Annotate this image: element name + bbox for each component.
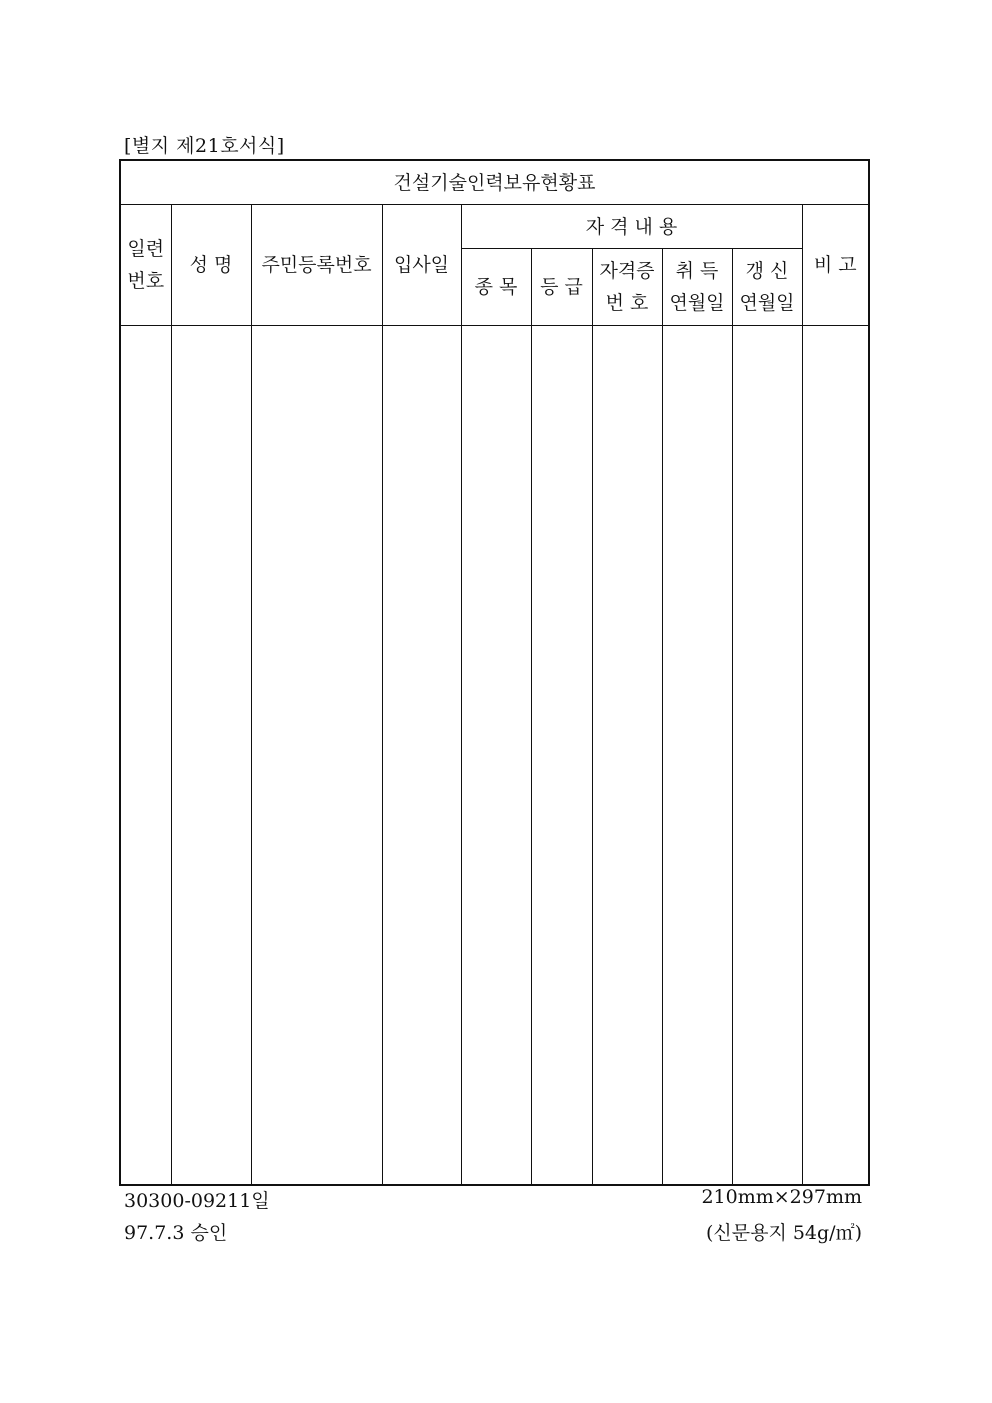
header-cert-line1: 자격증 (599, 260, 655, 282)
header-cert-line2: 번 호 (605, 292, 649, 314)
header-resident-number: 주민등록번호 (251, 205, 382, 326)
header-serial-number (120, 205, 171, 326)
paper-type: (신문용지 54g/㎡) (705, 1222, 862, 1244)
approval-date: 97.7.3 승인 (124, 1222, 228, 1244)
header-category: 종 목 (461, 249, 531, 326)
header-serial-line2: 번호 (127, 270, 165, 292)
body-category-cell[interactable] (461, 326, 531, 1186)
body-name-cell[interactable] (171, 326, 251, 1186)
personnel-status-table (119, 159, 870, 1186)
header-certificate-number (592, 249, 662, 326)
form-code: 30300-09211일 (124, 1190, 270, 1212)
body-cert-number-cell[interactable] (592, 326, 662, 1186)
paper-size: 210mm×297mm (701, 1186, 862, 1208)
body-resident-number-cell[interactable] (251, 326, 382, 1186)
header-renewed-line1: 갱 신 (745, 260, 789, 282)
header-grade: 등 급 (531, 249, 592, 326)
body-join-date-cell[interactable] (382, 326, 461, 1186)
header-renewed-line2: 연월일 (739, 292, 795, 314)
header-qualification: 자 격 내 용 (461, 205, 802, 249)
header-acquired-line1: 취 득 (675, 260, 719, 282)
header-serial-line1: 일련 (127, 238, 165, 260)
header-name: 성 명 (171, 205, 251, 326)
header-acquired-line2: 연월일 (669, 292, 725, 314)
header-remarks: 비 고 (802, 205, 869, 326)
body-remarks-cell[interactable] (802, 326, 869, 1186)
header-acquired-date (662, 249, 732, 326)
header-join-date: 입사일 (382, 205, 461, 326)
body-acquired-date-cell[interactable] (662, 326, 732, 1186)
header-renewed-date (732, 249, 802, 326)
body-serial-cell[interactable] (120, 326, 171, 1186)
table-title: 건설기술인력보유현황표 (120, 160, 869, 205)
body-renewed-date-cell[interactable] (732, 326, 802, 1186)
body-grade-cell[interactable] (531, 326, 592, 1186)
form-number-label: [별지 제21호서식] (124, 135, 285, 157)
